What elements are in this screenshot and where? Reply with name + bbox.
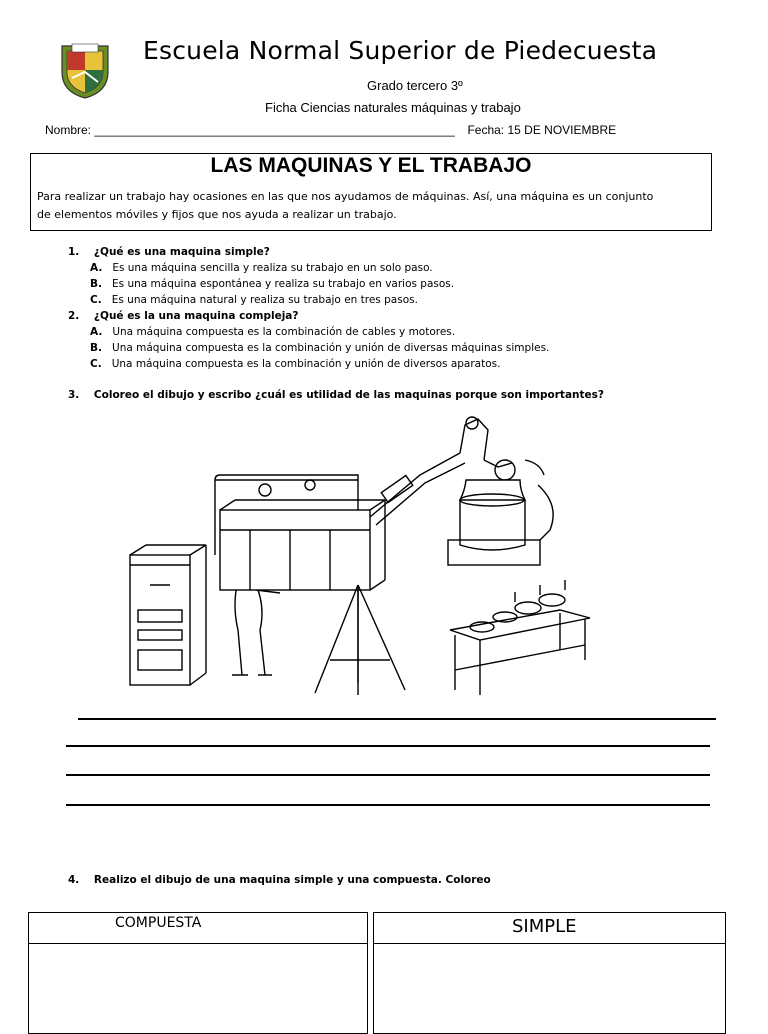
workbench (450, 580, 590, 695)
question-2-option-b[interactable]: B. Una máquina compuesta es la combinación y unión de diversas máquinas simples. (90, 342, 550, 354)
student-info-row (45, 123, 616, 137)
robot-arm (370, 417, 553, 565)
question-2-option-c[interactable]: C. Una máquina compuesta es la combinación y unión de diversos aparatos. (90, 358, 501, 370)
question-2-option-a[interactable]: A. Una máquina compuesta es la combinación de cables y motores. (90, 326, 456, 338)
answer-line-2[interactable] (66, 745, 710, 747)
date-label: Fecha: (467, 123, 505, 137)
school-crest-logo (58, 42, 112, 100)
simple-header (374, 913, 725, 944)
worksheet-title: Ficha Ciencias naturales máquinas y trabajo (265, 100, 521, 115)
industrial-machine-illustration (120, 405, 600, 705)
intro-box (30, 153, 712, 231)
question-1-option-a[interactable]: A. Es una máquina sencilla y realiza su trabajo en un solo paso. (90, 262, 433, 274)
date-value: 15 DE NOVIEMBRE (507, 123, 617, 137)
question-2: 2. ¿Qué es la una maquina compleja? (68, 310, 299, 322)
compuesta-header (29, 913, 367, 944)
intro-title: LAS MAQUINAS Y EL TRABAJO (31, 154, 711, 178)
name-label: Nombre: (45, 123, 92, 137)
intro-text: Para realizar un trabajo hay ocasiones en las que nos ayudamos de máquinas. Así, una máquina es un conjunto de elementos móviles y fijos que nos ayuda a realizar un trabajo. (37, 190, 654, 221)
question-1-option-b[interactable]: B. Es una máquina espontánea y realiza su trabajo en varios pasos. (90, 278, 455, 290)
simple-header-label: SIMPLE (512, 916, 577, 937)
drawing-cell-compuesta[interactable] (28, 912, 368, 1034)
question-1-option-c[interactable]: C. Es una máquina natural y realiza su trabajo en tres pasos. (90, 294, 418, 306)
tripod-stand (315, 585, 405, 695)
grade-label: Grado tercero 3º (367, 78, 463, 93)
question-3: 3. Coloreo el dibujo y escribo ¿cuál es utilidad de las maquinas porque son importantes? (68, 389, 604, 401)
school-name: Escuela Normal Superior de Piedecuesta (143, 36, 658, 65)
answer-line-3[interactable] (66, 774, 710, 776)
answer-line-4[interactable] (66, 804, 710, 806)
name-blank[interactable]: ______________________________________________________ (94, 123, 455, 137)
control-cabinet (130, 545, 206, 685)
answer-line-1[interactable] (78, 718, 716, 720)
compuesta-header-label: COMPUESTA (115, 915, 202, 931)
drawing-cell-simple[interactable] (373, 912, 726, 1034)
question-1: 1. ¿Qué es una maquina simple? (68, 246, 270, 258)
question-4: 4. Realizo el dibujo de una maquina simple y una compuesta. Coloreo (68, 874, 491, 886)
